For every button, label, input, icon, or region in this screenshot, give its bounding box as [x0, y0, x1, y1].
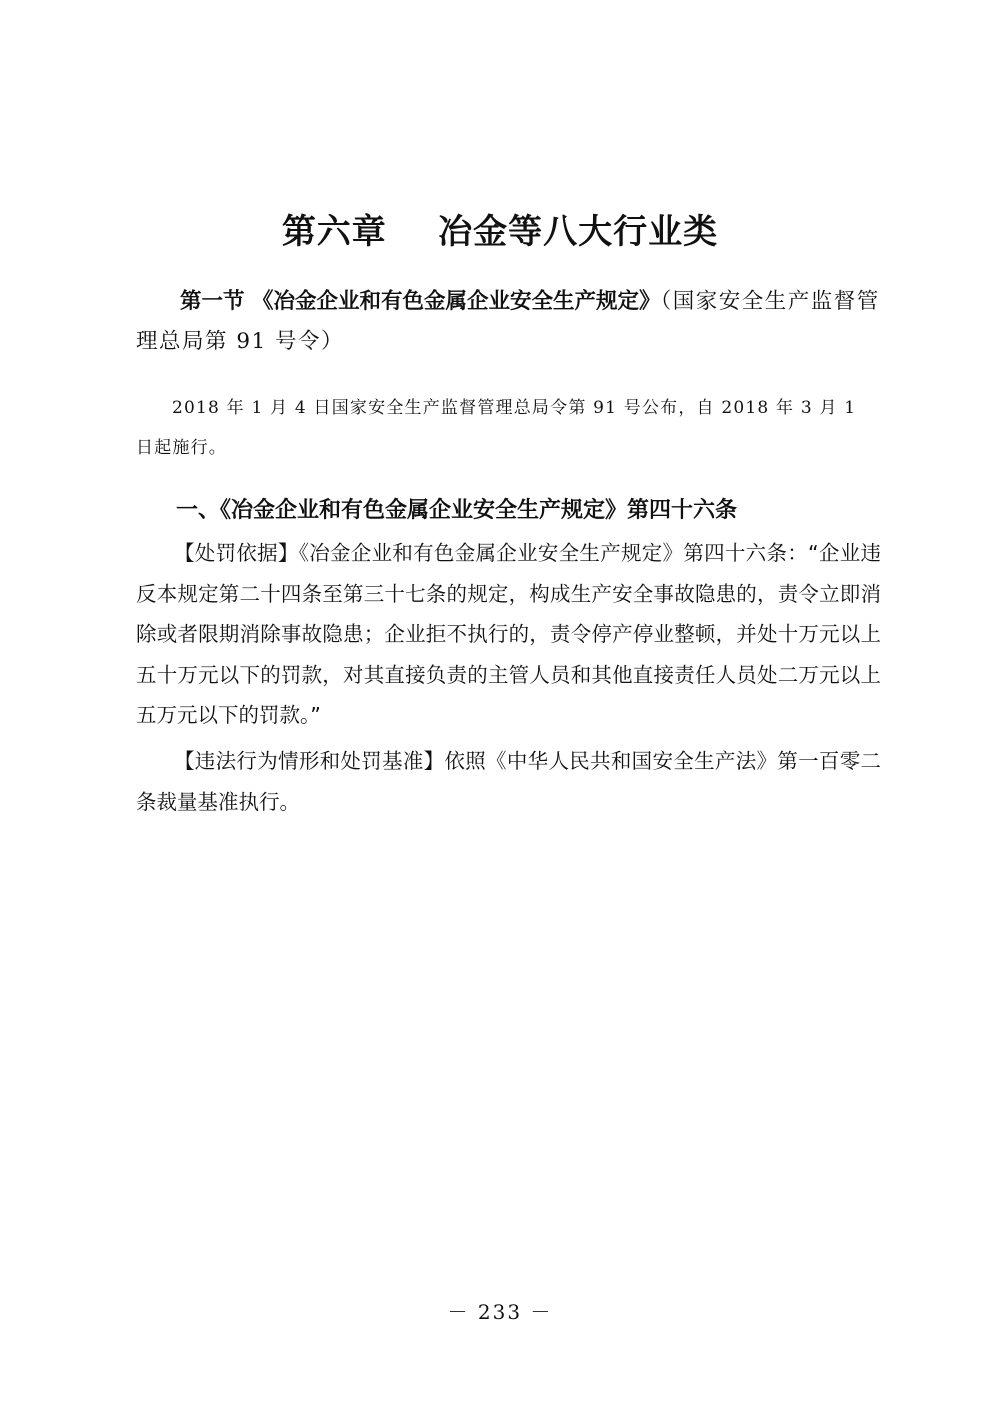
- page-number: － 233 －: [447, 1300, 553, 1324]
- penalty-standard-label: 【违法行为情形和处罚基准】: [174, 749, 445, 773]
- section-title-regulation: 第一节 《冶金企业和有色金属企业安全生产规定》: [180, 289, 661, 314]
- penalty-standard-paragraph: [136, 741, 881, 822]
- article-heading: 一、《冶金企业和有色金属企业安全生产规定》第四十六条: [176, 497, 738, 523]
- penalty-basis-label: 【处罚依据】: [174, 541, 299, 565]
- promulgation-note: 2018 年 1 月 4 日国家安全生产监督管理总局令第 91 号公布，自 2018 年 3 月 1 日起施行。: [136, 398, 857, 458]
- section-title-order-number: （国家安全生产监督管理总局第 91 号令）: [136, 289, 880, 354]
- penalty-standard-text: 依照《中华人民共和国安全生产法》第一百零二条裁量基准执行。: [136, 749, 882, 814]
- section-title: [136, 282, 881, 362]
- chapter-title: 第六章 冶金等八大行业类: [281, 212, 719, 252]
- penalty-basis-text: 《冶金企业和有色金属企业安全生产规定》第四十六条：“企业违反本规定第二十四条至第三十七条的规定，构成生产安全事故隐患的，责令立即消除或者限期消除事故隐患；企业拒不执行的，责令停产停业整顿，并处十万元以上五十万元以下的罚款，对其直接负责的主管人员和其他直接责任人员处二万元以上五万元以下的罚款。”: [136, 541, 881, 727]
- penalty-basis-paragraph: [136, 533, 881, 736]
